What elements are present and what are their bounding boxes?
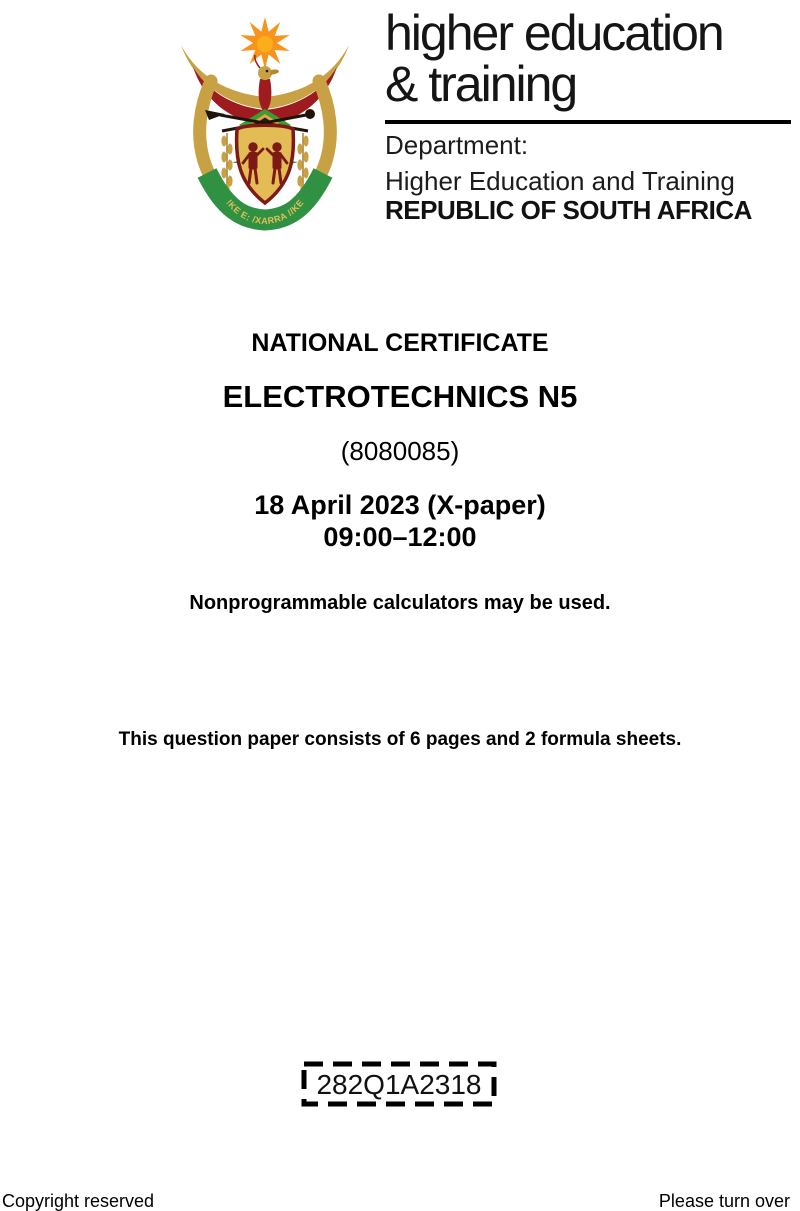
exam-datetime xyxy=(0,489,800,553)
copyright-note: Copyright reserved xyxy=(2,1191,155,1211)
logo-divider xyxy=(385,120,791,124)
paper-number: (8080085) xyxy=(340,436,460,466)
turn-over-note: Please turn over xyxy=(658,1191,790,1211)
exam-time: 09:00–12:00 xyxy=(323,522,477,552)
department-name: Higher Education and Training xyxy=(385,166,735,196)
exam-date: 18 April 2023 (X-paper) xyxy=(254,490,546,520)
wordmark-line-1: higher education xyxy=(385,5,723,61)
department-label: Department: xyxy=(385,130,529,160)
paper-code-box xyxy=(301,1061,497,1107)
wordmark-line-2: & training xyxy=(385,56,577,112)
motto-text: !KE E: /XARRA //KE xyxy=(224,197,306,227)
sun-icon xyxy=(240,17,289,69)
shield xyxy=(237,125,294,203)
subject-title: ELECTROTECHNICS N5 xyxy=(222,379,578,414)
department-logo-block xyxy=(385,5,791,225)
calculator-note: Nonprogrammable calculators may be used. xyxy=(189,592,611,614)
country-name: REPUBLIC OF SOUTH AFRICA xyxy=(385,195,752,225)
certificate-title: NATIONAL CERTIFICATE xyxy=(251,329,549,357)
paper-code: 282Q1A2318 xyxy=(316,1068,482,1100)
coat-of-arms-icon xyxy=(176,13,354,243)
contents-note: This question paper consists of 6 pages and 2 formula sheets. xyxy=(118,729,682,750)
